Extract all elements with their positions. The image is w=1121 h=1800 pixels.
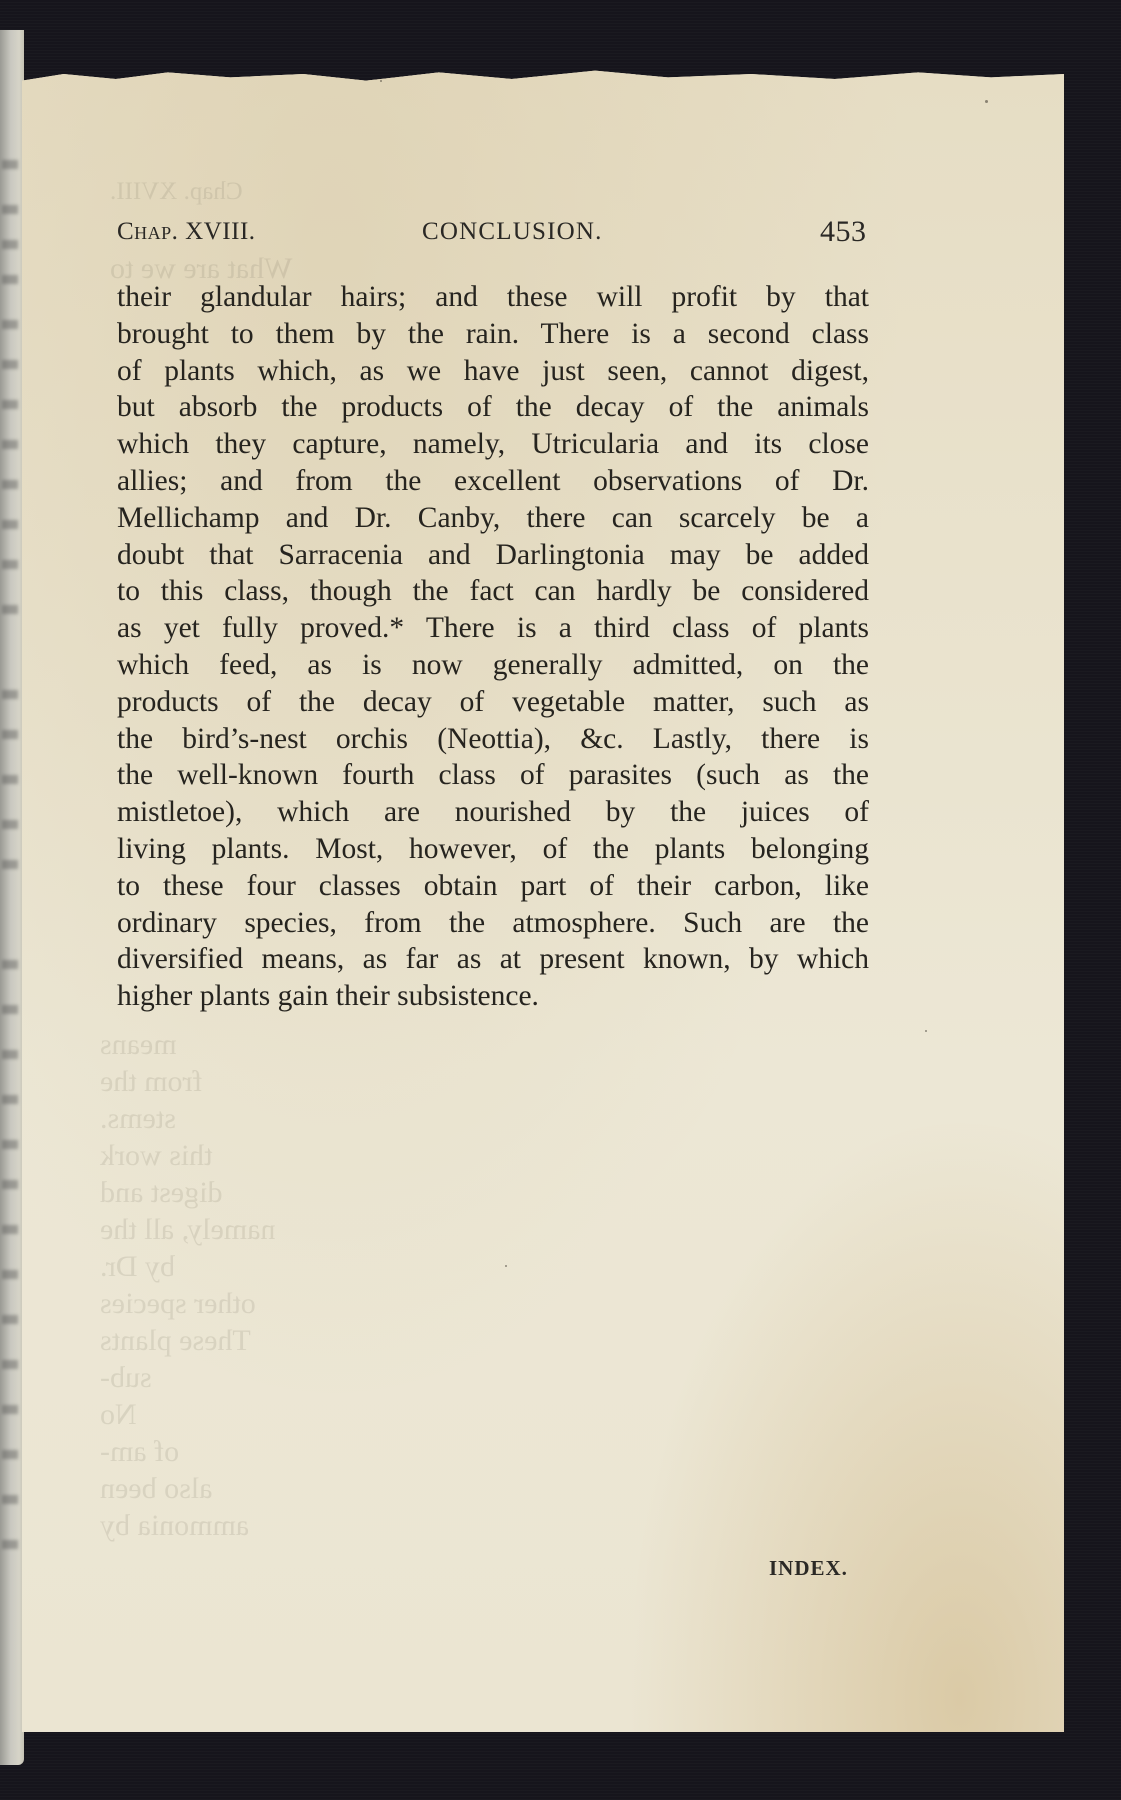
paper-speck [925, 1030, 927, 1032]
blurred-text-line [2, 1270, 18, 1279]
text-line: brought to them by the rain. There is a second class [117, 317, 869, 350]
text-line: allies; and from the excellent observations of Dr. [117, 464, 869, 497]
blurred-text-line [2, 440, 18, 449]
ghost-text: Chap. XVIII. [110, 178, 243, 205]
blurred-text-line [2, 480, 18, 489]
text-line: living plants. Most, however, of the plants belonging [117, 832, 869, 865]
blurred-text-line [2, 160, 18, 169]
text-line: products of the decay of vegetable matter, such as [117, 685, 869, 718]
paper-speck [505, 1265, 507, 1267]
blurred-text-line [2, 400, 18, 409]
index-heading: INDEX. [769, 1556, 848, 1580]
ghost-text: ammonia by [100, 1509, 250, 1542]
blurred-text-line [2, 320, 18, 329]
ghost-text: also been [100, 1472, 213, 1505]
running-head [0, 215, 1121, 248]
ghost-text: means [100, 1028, 177, 1061]
blurred-text-line [2, 1495, 18, 1504]
blurred-text-line [2, 690, 18, 699]
paper-speck [985, 100, 988, 103]
ghost-text: of am- [100, 1435, 180, 1468]
ghost-text: What are we to [110, 252, 293, 285]
blurred-text-line [2, 560, 18, 569]
text-line: to this class, though the fact can hardly be considered [117, 575, 869, 608]
text-line: which they capture, namely, Utricularia and its close [117, 428, 869, 461]
blurred-text-line [2, 1540, 18, 1549]
text-line: Mellichamp and Dr. Canby, there can scarcely be a [117, 501, 869, 534]
text-line: doubt that Sarracenia and Darlingtonia may be added [117, 538, 869, 571]
ghost-text: by Dr. [100, 1250, 175, 1283]
text-line: to these four classes obtain part of their carbon, like [117, 869, 869, 902]
text-line: as yet fully proved.* There is a third class of plants [117, 612, 869, 645]
blurred-text-line [2, 960, 18, 969]
blurred-text-line [2, 730, 18, 739]
ghost-text: No [100, 1398, 137, 1431]
body-paragraph [117, 279, 869, 1015]
blurred-text-line [2, 1005, 18, 1014]
text-line: of plants which, as we have just seen, cannot digest, [117, 354, 869, 387]
blurred-text-line [2, 860, 18, 869]
text-line: mistletoe), which are nourished by the juices of [117, 796, 869, 829]
text-line: ordinary species, from the atmosphere. Such are the [117, 906, 869, 939]
page-number: 453 [820, 215, 867, 248]
text-line: the well-known fourth class of parasites (such as the [117, 759, 869, 792]
ghost-text: These plants [100, 1324, 251, 1357]
chapter-label: Chap. XVIII. [117, 218, 256, 245]
blurred-text-line [2, 1450, 18, 1459]
text-line: higher plants gain their subsistence. [117, 980, 539, 1013]
blurred-text-line [2, 1315, 18, 1324]
blurred-text-line [2, 775, 18, 784]
ghost-text: this work [100, 1139, 213, 1172]
text-line: diversified means, as far as at present known, by which [117, 943, 869, 976]
ghost-text: namely, all the [100, 1213, 276, 1246]
blurred-text-line [2, 1095, 18, 1104]
blurred-text-line [2, 1405, 18, 1414]
blurred-text-line [2, 360, 18, 369]
blurred-text-line [2, 275, 18, 284]
blurred-text-line [2, 1140, 18, 1149]
text-line: but absorb the products of the decay of the animals [117, 391, 869, 424]
blurred-text-line [2, 1180, 18, 1189]
blurred-text-line [2, 820, 18, 829]
ghost-text: sub- [100, 1361, 152, 1394]
blurred-text-line [2, 520, 18, 529]
text-line: which feed, as is now generally admitted, on the [117, 648, 869, 681]
ghost-text: digest and [100, 1176, 223, 1209]
ghost-text: from the [100, 1065, 203, 1098]
blurred-text-line [2, 205, 18, 214]
previous-pages-edge [0, 30, 24, 1765]
ghost-text: other species [100, 1287, 256, 1320]
blurred-text-line [2, 1225, 18, 1234]
text-line: their glandular hairs; and these will profit by that [117, 281, 869, 313]
ghost-text: stems. [100, 1102, 176, 1135]
blurred-text-line [2, 605, 18, 614]
paper-speck [380, 80, 382, 82]
text-line: the bird’s-nest orchis (Neottia), &c. Lastly, there is [117, 722, 869, 755]
blurred-text-line [2, 1050, 18, 1059]
blurred-text-line [2, 1360, 18, 1369]
chapter-title: CONCLUSION. [422, 218, 603, 245]
